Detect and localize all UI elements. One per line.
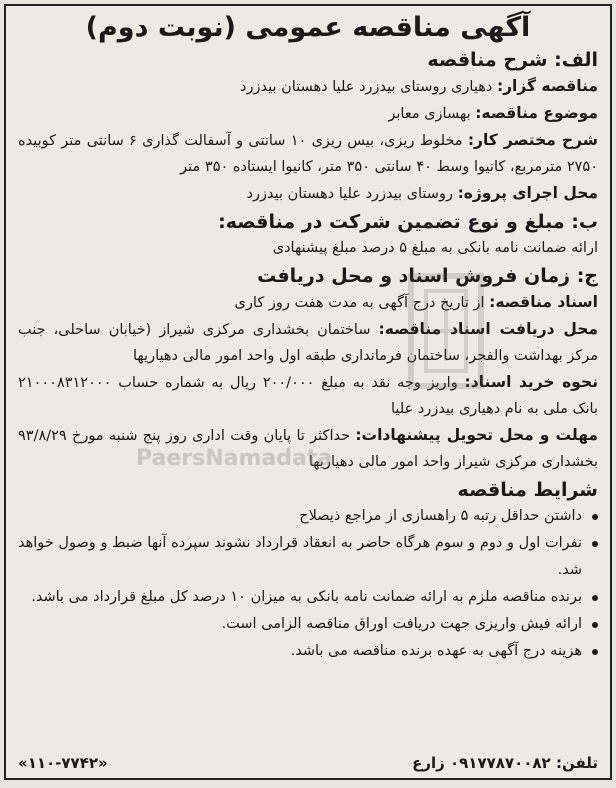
docs-place-row bbox=[18, 316, 598, 369]
guarantee-text: ارائه ضمانت نامه بانکی به مبلغ ۵ درصد مبلغ پیشنهادی bbox=[272, 240, 598, 256]
location-label: محل اجرای پروژه: bbox=[457, 184, 598, 202]
docs-label: اسناد مناقصه: bbox=[489, 293, 598, 311]
condition-item bbox=[18, 611, 598, 638]
bullet-icon bbox=[592, 649, 598, 655]
condition-text: هزینه درج آگهی به عهده برنده مناقصه می باشد. bbox=[290, 643, 582, 659]
description-label: شرح مختصر کار: bbox=[467, 131, 598, 149]
docs-place-value: ساختمان بخشداری مرکزی شیراز (خیابان ساحلی، جنب مرکز بهداشت والفجر، ساختمان فرمانداری طبقه اول واحد امور مالی دهیاریها bbox=[18, 322, 598, 364]
organizer-label: مناقصه گزار: bbox=[496, 77, 598, 95]
description-value: مخلوط ریزی، بیس ریزی ۱۰ سانتی و آسفالت گذاری ۶ سانتی متر کوبیده ۲۷۵۰ مترمربع، کانیوا وسط ۴۰ سانتی ۳۵۰ متر، کانیوا ایستاده ۳۵۰ متر bbox=[18, 133, 598, 175]
bullet-icon bbox=[592, 541, 598, 547]
location-row bbox=[18, 180, 598, 207]
condition-text: ارائه فیش واریزی جهت دریافت اوراق مناقصه الزامی است. bbox=[221, 616, 582, 632]
deadline-row bbox=[18, 422, 598, 475]
description-row bbox=[18, 127, 598, 180]
subject-row bbox=[18, 100, 598, 127]
tender-notice bbox=[4, 4, 612, 780]
docs-place-label: محل دریافت اسناد مناقصه: bbox=[378, 320, 598, 338]
condition-item bbox=[18, 584, 598, 611]
subject-value: بهسازی معابر bbox=[388, 106, 471, 122]
bullet-icon bbox=[592, 622, 598, 628]
purchase-row bbox=[18, 369, 598, 422]
condition-text: داشتن حداقل رتبه ۵ راهسازی از مراجع ذیصلاح bbox=[299, 508, 582, 524]
condition-item bbox=[18, 638, 598, 665]
docs-value: از تاریخ درج آگهی به مدت هفت روز کاری bbox=[234, 295, 485, 311]
purchase-value: واریز وجه نقد به مبلغ ۲۰۰/۰۰۰ ریال به شماره حساب ۲۱۰۰۰۸۳۱۲۰۰۰ بانک ملی به نام دهیاری بیدزرد علیا bbox=[18, 375, 598, 417]
location-value: روستای بیدزرد علیا دهستان بیدزرد bbox=[246, 186, 453, 202]
deadline-label: مهلت و محل تحویل پیشنهادات: bbox=[355, 426, 599, 444]
organizer-value: دهیاری روستای بیدزرد علیا دهستان بیدزرد bbox=[240, 79, 493, 95]
condition-item bbox=[18, 530, 598, 584]
condition-text: برنده مناقصه ملزم به ارائه ضمانت نامه بانکی به میزان ۱۰ درصد کل مبلغ قرارداد می باشد. bbox=[31, 589, 582, 605]
bullet-icon bbox=[592, 595, 598, 601]
watermark-text: PaersNamadata bbox=[136, 446, 333, 471]
condition-item bbox=[18, 503, 598, 530]
subject-label: موضوع مناقصه: bbox=[475, 104, 598, 122]
purchase-label: نحوه خرید اسناد: bbox=[464, 373, 599, 391]
notice-title: آگهی مناقصه عمومی (نوبت دوم) bbox=[85, 12, 531, 43]
organizer-row bbox=[18, 73, 598, 100]
section-c-heading: ج: زمان فروش اسناد و محل دریافت bbox=[257, 265, 598, 287]
condition-text: نفرات اول و دوم و سوم هرگاه حاضر به انعقاد قرارداد نشوند سپرده آنها ضبط و وصول خواهد شد. bbox=[18, 535, 582, 578]
section-b-heading: ب: مبلغ و نوع تضمین شرکت در مناقصه: bbox=[218, 211, 598, 233]
footer bbox=[18, 754, 598, 772]
docs-row bbox=[18, 289, 598, 316]
contact-phone: تلفن: ۰۹۱۷۷۸۷۰۰۸۲ زارع bbox=[412, 754, 598, 772]
conditions-list bbox=[18, 503, 598, 665]
section-d-heading: شرایط مناقصه bbox=[457, 479, 598, 501]
bullet-icon bbox=[592, 514, 598, 520]
ad-code: «۱۱۰-۷۷۴۲» bbox=[18, 754, 108, 772]
section-a-heading: الف: شرح مناقصه bbox=[427, 49, 598, 71]
deadline-value: حداکثر تا پایان وقت اداری روز پنج شنبه مورخ ۹۳/۸/۲۹ بخشداری مرکزی شیراز واحد امور مالی دهیاریها bbox=[18, 428, 598, 470]
